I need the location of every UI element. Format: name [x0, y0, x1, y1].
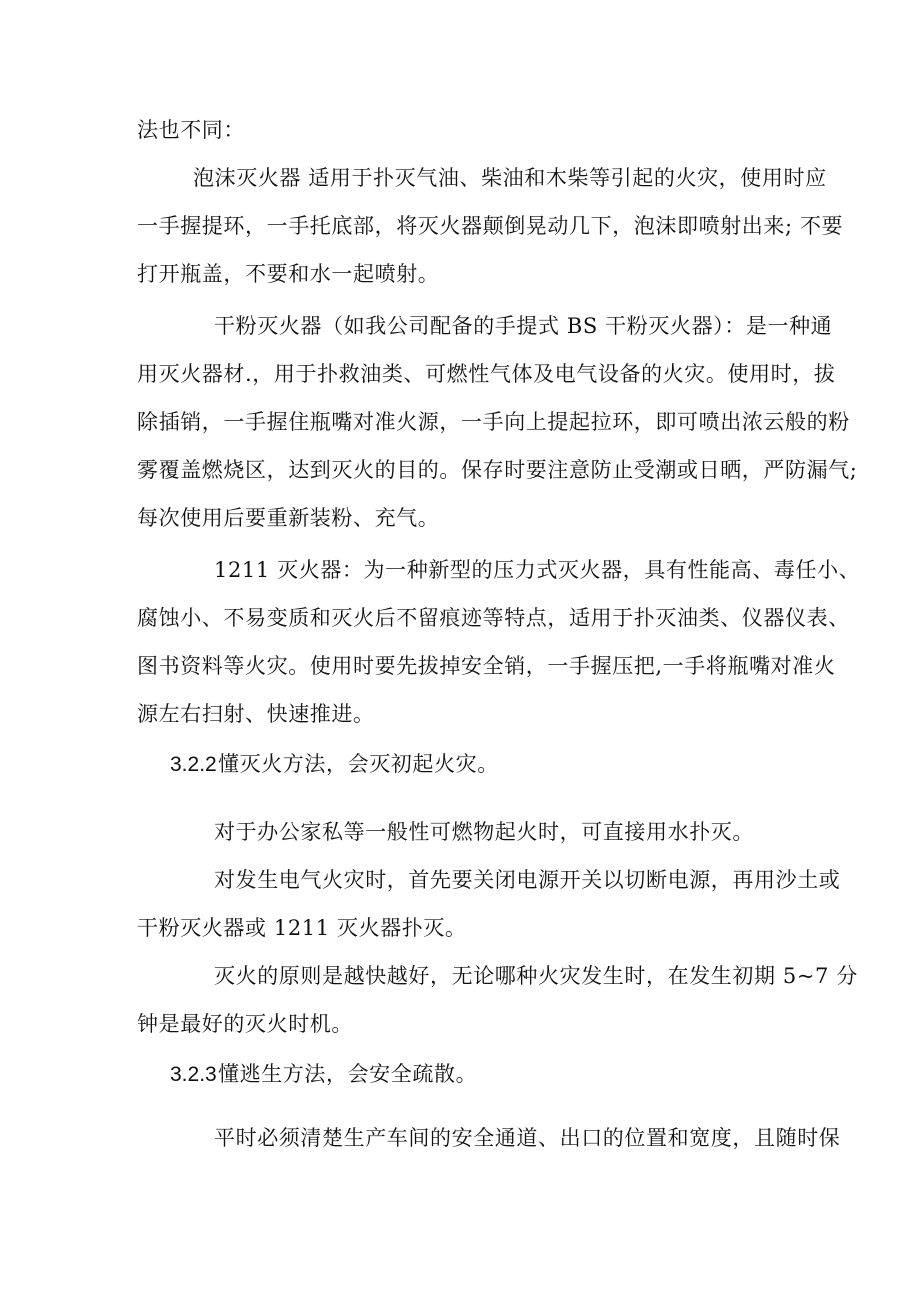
text-line: 泡沫灭火器 适用于扑灭气油、柴油和木柴等引起的火灾，使用时应 — [193, 166, 827, 190]
text-line: 对于办公家私等一般性可燃物起火时，可直接用水扑灭。 — [214, 820, 754, 844]
text-line: 腐蚀小、不易变质和灭火后不留痕迹等特点，适用于扑灭油类、仪器仪表、 — [137, 606, 850, 630]
section-number: 3.2.3 — [170, 1063, 217, 1086]
section-number: 3.2.2 — [170, 753, 217, 776]
text-line: 源左右扫射、快速推进。 — [137, 702, 375, 726]
text-line: 平时必须清楚生产车间的安全通道、出口的位置和宽度，且随时保 — [214, 1126, 841, 1150]
text-line: 灭火的原则是越快越好，无论哪种火灾发生时，在发生初期 5~7 分 — [214, 964, 858, 988]
text-line: 1211 灭火器：为一种新型的压力式灭火器，具有性能高、毒任小、 — [214, 558, 861, 582]
text-line: 干粉灭火器或 1211 灭火器扑灭。 — [137, 916, 467, 940]
text-line: 钟是最好的灭火时机。 — [137, 1012, 353, 1036]
text-line: 用灭火器材.，用于扑救油类、可燃性气体及电气设备的火灾。使用时，拔 — [137, 362, 836, 386]
section-heading — [170, 749, 499, 780]
text-line: 雾覆盖燃烧区，达到灭火的目的。保存时要注意防止受潮或日晒，严防漏气; — [137, 458, 858, 482]
text-line: 干粉灭火器（如我公司配备的手提式 BS 干粉灭火器）：是一种通 — [214, 314, 833, 338]
text-line: 对发生电气火灾时，首先要关闭电源开关以切断电源，再用沙土或 — [214, 868, 841, 892]
text-line: 图书资料等火灾。使用时要先拔掉安全销，一手握压把,一手将瓶嘴对准火 — [137, 654, 836, 678]
section-title: 懂灭火方法，会灭初起火灾。 — [218, 752, 499, 776]
text-line: 除插销，一手握住瓶嘴对准火源，一手向上提起拉环，即可喷出浓云般的粉 — [137, 410, 850, 434]
section-heading — [170, 1059, 477, 1090]
text-line: 每次使用后要重新装粉、充气。 — [137, 506, 440, 530]
text-line: 一手握提环，一手托底部，将灭火器颠倒晃动几下，泡沫即喷射出来; 不要 — [137, 214, 844, 238]
text-line: 打开瓶盖，不要和水一起喷射。 — [137, 262, 440, 286]
section-title: 懂逃生方法，会安全疏散。 — [218, 1062, 478, 1086]
text-line: 法也不同： — [137, 118, 245, 142]
